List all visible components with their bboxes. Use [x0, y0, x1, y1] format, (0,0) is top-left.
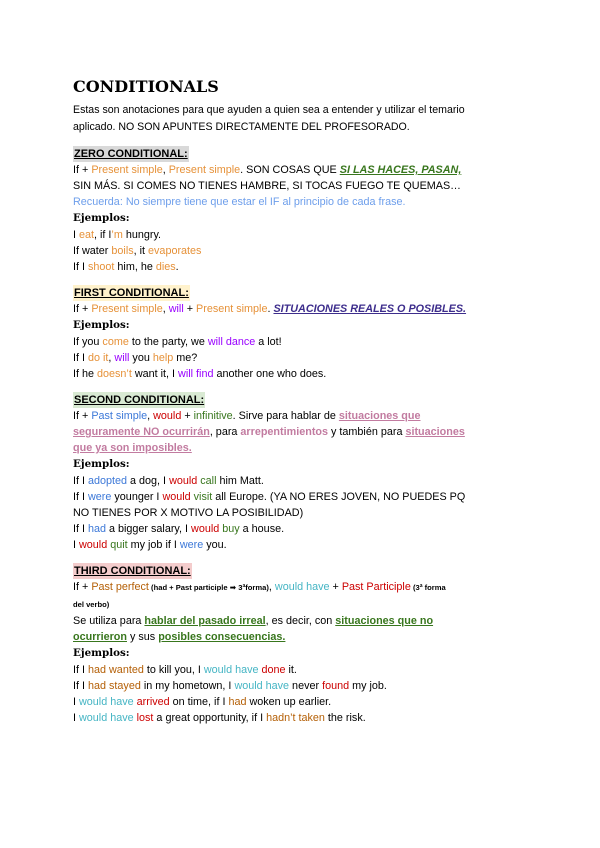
would-highlight: would — [79, 539, 108, 551]
example-text: woken up earlier. — [246, 696, 332, 708]
verb-highlight: were — [179, 539, 204, 551]
rule-emphasis: situaciones que no — [335, 615, 434, 627]
example-text: a great opportunity, if I — [153, 712, 267, 724]
rule-emphasis: situaciones — [405, 426, 465, 438]
second-conditional-rule-continued — [73, 424, 543, 440]
example-sentence — [73, 710, 543, 726]
example-text: hungry. — [122, 229, 162, 241]
verb-highlight: arrived — [136, 696, 170, 708]
verb-highlight: do it — [88, 352, 109, 364]
example-sentence — [73, 334, 543, 350]
verb-highlight: had — [228, 696, 247, 708]
would-have-highlight: would have — [234, 680, 290, 692]
rule-emphasis: SITUACIONES REALES O POSIBLES. — [273, 303, 467, 315]
example-text: him, he — [114, 261, 156, 273]
second-conditional-heading: SECOND CONDITIONAL: — [74, 394, 205, 406]
verb-highlight: adopted — [88, 475, 128, 487]
example-text: want it, I — [131, 368, 179, 380]
example-text: If I — [73, 523, 88, 535]
second-conditional-rule — [73, 408, 543, 424]
rule-note: (had + Past participle ➡ 3ªforma) — [148, 583, 269, 592]
second-conditional-rule-continued — [73, 440, 543, 456]
example-text: all Europe. (YA NO ERES JOVEN, NO PUEDES PQ — [212, 491, 466, 503]
first-conditional-heading: FIRST CONDITIONAL: — [74, 287, 189, 299]
example-text: you. — [203, 539, 227, 551]
would-have-highlight: would have — [79, 712, 134, 724]
example-text: If I — [73, 261, 88, 273]
will-highlight: will — [114, 352, 130, 364]
example-text: , it — [133, 245, 149, 257]
third-conditional-rule-continued — [73, 596, 543, 613]
rule-emphasis: posibles consecuencias. — [158, 631, 286, 643]
infinitive-term: infinitive — [193, 410, 233, 422]
example-sentence — [73, 662, 543, 678]
example-text: , if I — [94, 229, 112, 241]
examples-label: Ejemplos: — [73, 319, 130, 331]
example-text: a lot! — [255, 336, 282, 348]
verb-highlight: were — [88, 491, 112, 503]
example-sentence — [73, 694, 543, 710]
example-text: , — [108, 352, 115, 364]
rule-text: y sus — [127, 631, 159, 643]
example-sentence — [73, 366, 543, 382]
third-conditional-section — [73, 561, 543, 726]
rule-text: + — [181, 410, 194, 422]
example-text: you — [129, 352, 153, 364]
would-have-highlight: would have — [203, 664, 259, 676]
rule-text: . Sirve para hablar de — [232, 410, 339, 422]
rule-emphasis: seguramente NO ocurrirán — [73, 426, 210, 438]
second-conditional-section — [73, 390, 543, 553]
intro-paragraph — [73, 102, 543, 136]
zero-conditional-rule-continued: SIN MÁS. SI COMES NO TIENES HAMBRE, SI TOCAS FUEGO TE QUEMAS… — [73, 180, 461, 192]
rule-note: (3ª forma — [410, 583, 446, 592]
third-conditional-description-continued — [73, 629, 543, 645]
rule-text: If + — [73, 410, 92, 422]
example-text: younger I — [111, 491, 163, 503]
rule-note: del verbo) — [73, 600, 110, 609]
would-highlight: would — [191, 523, 220, 535]
verb-highlight: hadn’t taken — [266, 712, 325, 724]
example-text: to the party, we — [128, 336, 208, 348]
reminder-note: Recuerda: No siempre tiene que estar el IF al principio de cada frase. — [73, 196, 406, 208]
example-text: me? — [173, 352, 198, 364]
example-text: another one who does. — [213, 368, 327, 380]
rule-emphasis: SI LAS HACES, PASAN, — [339, 164, 462, 176]
would-have-highlight: would have — [79, 696, 134, 708]
example-sentence — [73, 521, 543, 537]
page-title: CONDITIONALS — [73, 77, 219, 96]
will-highlight: will find — [178, 368, 214, 380]
rule-emphasis: arrepentimientos — [240, 426, 329, 438]
verb-highlight: visit — [193, 491, 213, 503]
document-body — [73, 76, 543, 734]
example-text: If I — [73, 664, 88, 676]
example-text: If water — [73, 245, 112, 257]
zero-conditional-heading: ZERO CONDITIONAL: — [74, 148, 188, 160]
example-sentence — [73, 350, 543, 366]
rule-text: + — [183, 303, 197, 315]
rule-text: , para — [209, 426, 241, 438]
rule-text: , — [268, 581, 275, 593]
rule-text: , — [162, 303, 169, 315]
example-text: If I — [73, 352, 88, 364]
rule-text: , es decir, con — [265, 615, 336, 627]
example-text: If I — [73, 680, 88, 692]
example-text: it. — [285, 664, 297, 676]
verb-highlight: call — [200, 475, 217, 487]
verb-highlight: had — [88, 523, 107, 535]
rule-text: If + — [73, 164, 92, 176]
example-sentence — [73, 259, 543, 275]
rule-text: . SON COSAS QUE — [240, 164, 340, 176]
example-text: never — [289, 680, 323, 692]
first-conditional-section — [73, 283, 543, 382]
example-text: If he — [73, 368, 98, 380]
would-highlight: would — [162, 491, 191, 503]
present-simple-term: Present simple — [168, 164, 241, 176]
example-sentence-continued: NO TIENES POR X MOTIVO LA POSIBILIDAD) — [73, 507, 304, 519]
third-conditional-description — [73, 613, 543, 629]
verb-highlight: quit — [110, 539, 128, 551]
zero-conditional-rule — [73, 162, 543, 178]
example-sentence — [73, 473, 543, 489]
verb-highlight: evaporates — [148, 245, 202, 257]
rule-emphasis: hablar del pasado irreal — [144, 615, 266, 627]
rule-text: + — [329, 581, 342, 593]
rule-emphasis: que ya son imposibles. — [73, 442, 192, 454]
example-text: to kill you, I — [143, 664, 204, 676]
rule-text: If + — [73, 581, 92, 593]
example-text: I — [73, 696, 79, 708]
examples-label: Ejemplos: — [73, 212, 130, 224]
verb-highlight: ’m — [111, 229, 123, 241]
rule-text: y también para — [328, 426, 406, 438]
example-sentence — [73, 537, 543, 553]
rule-emphasis: situaciones que — [338, 410, 421, 422]
third-conditional-rule — [73, 579, 543, 596]
example-sentence — [73, 678, 543, 694]
verb-highlight: help — [152, 352, 174, 364]
verb-highlight: had stayed — [88, 680, 141, 692]
present-simple-term: Present simple — [91, 303, 163, 315]
verb-highlight: shoot — [88, 261, 115, 273]
example-text: If I — [73, 491, 88, 503]
third-conditional-heading: THIRD CONDITIONAL: — [74, 565, 191, 577]
rule-text: Se utiliza para — [73, 615, 145, 627]
past-simple-term: Past simple — [91, 410, 148, 422]
example-text: my job if I — [127, 539, 180, 551]
examples-label: Ejemplos: — [73, 458, 130, 470]
example-text: the risk. — [324, 712, 366, 724]
present-simple-term: Present simple — [196, 303, 268, 315]
verb-highlight: dance — [225, 336, 256, 348]
will-highlight: will — [207, 336, 223, 348]
present-simple-term: Present simple — [91, 164, 163, 176]
example-text: a dog, I — [127, 475, 170, 487]
verb-highlight: found — [322, 680, 350, 692]
example-text: my job. — [349, 680, 387, 692]
verb-highlight: had wanted — [88, 664, 144, 676]
verb-highlight: doesn’t — [97, 368, 132, 380]
would-have-term: would have — [274, 581, 330, 593]
example-text: in my hometown, I — [140, 680, 235, 692]
example-text: him Matt. — [216, 475, 264, 487]
intro-line: aplicado. NO SON APUNTES DIRECTAMENTE DEL PROFESORADO. — [73, 121, 410, 133]
example-sentence — [73, 227, 543, 243]
example-sentence — [73, 489, 543, 505]
rule-text: If + — [73, 303, 92, 315]
example-text: If you — [73, 336, 103, 348]
would-term: would — [153, 410, 182, 422]
example-text: . — [175, 261, 179, 273]
rule-text: , — [147, 410, 154, 422]
example-text: I — [73, 229, 79, 241]
would-highlight: would — [169, 475, 198, 487]
first-conditional-rule — [73, 301, 543, 317]
zero-conditional-section — [73, 144, 543, 275]
verb-highlight: buy — [222, 523, 240, 535]
examples-label: Ejemplos: — [73, 647, 130, 659]
verb-highlight: done — [261, 664, 286, 676]
rule-text: . — [267, 303, 274, 315]
verb-highlight: come — [102, 336, 129, 348]
intro-line: Estas son anotaciones para que ayuden a quien sea a entender y utilizar el temario — [73, 104, 465, 116]
example-sentence — [73, 243, 543, 259]
example-text: a house. — [239, 523, 285, 535]
example-text: I — [73, 539, 79, 551]
past-participle-term: Past Participle — [341, 581, 411, 593]
verb-highlight: eat — [79, 229, 95, 241]
rule-emphasis: ocurrieron — [73, 631, 127, 643]
example-text: a bigger salary, I — [106, 523, 192, 535]
verb-highlight: boils — [111, 245, 134, 257]
example-text: If I — [73, 475, 88, 487]
example-text: on time, if I — [169, 696, 229, 708]
example-text: I — [73, 712, 79, 724]
will-term: will — [168, 303, 184, 315]
verb-highlight: dies — [155, 261, 176, 273]
verb-highlight: lost — [136, 712, 154, 724]
past-perfect-term: Past perfect — [91, 581, 149, 593]
rule-text: , — [162, 164, 169, 176]
